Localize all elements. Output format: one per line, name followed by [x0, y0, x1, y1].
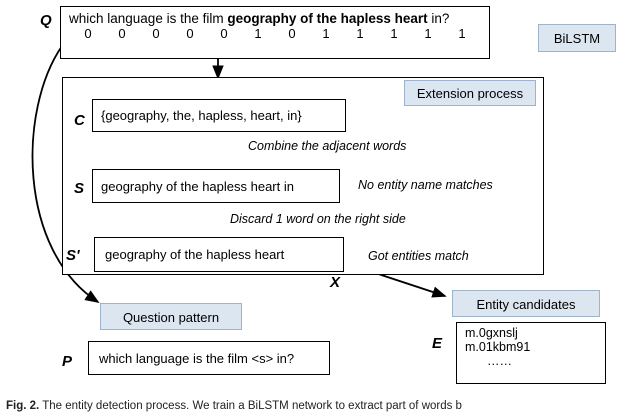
bit: 0	[118, 26, 126, 41]
entity-candidates-title: Entity candidates	[452, 290, 600, 317]
question-entity: geography of the hapless heart	[227, 11, 428, 26]
question-pattern-value: which language is the film <s> in?	[99, 350, 295, 366]
bit: 1	[458, 26, 466, 41]
s-prime-box	[94, 237, 344, 272]
c-label: C	[74, 112, 85, 129]
bit: 1	[390, 26, 398, 41]
entity-candidate-item: m.01kbm91	[465, 340, 531, 354]
extension-process-title: Extension process	[404, 80, 536, 106]
entity-candidate-item: m.0gxnslj	[465, 326, 518, 340]
s-box	[92, 169, 340, 203]
question-pattern-title: Question pattern	[100, 303, 242, 330]
figure-caption-prefix: Fig. 2.	[6, 400, 40, 412]
question-suffix: in?	[427, 11, 450, 26]
combine-step-label: Combine the adjacent words	[248, 139, 407, 153]
got-match-note: Got entities match	[368, 249, 469, 263]
no-match-note: No entity name matches	[358, 178, 493, 192]
question-bit-row	[61, 26, 489, 41]
e-label: E	[432, 335, 443, 352]
question-text	[61, 7, 489, 26]
bit: 1	[424, 26, 432, 41]
s-prime-label: S'	[66, 247, 80, 264]
question-prefix: which language is the film	[69, 11, 228, 26]
c-value: {geography, the, hapless, heart, in}	[101, 108, 302, 123]
bit: 1	[254, 26, 262, 41]
c-box	[92, 99, 346, 132]
question-pattern-box	[88, 341, 330, 375]
figure-caption	[6, 400, 636, 412]
bit: 0	[288, 26, 296, 41]
bilstm-badge: BiLSTM	[538, 24, 616, 52]
entity-candidates-box	[456, 322, 606, 384]
bit: 0	[186, 26, 194, 41]
bit: 1	[356, 26, 364, 41]
discard-step-label: Discard 1 word on the right side	[230, 212, 406, 226]
s-prime-value: geography of the hapless heart	[105, 247, 285, 262]
figure-caption-text: The entity detection process. We train a BiLSTM network to extract part of words b	[42, 400, 462, 412]
entity-candidate-ellipsis: ……	[487, 354, 512, 368]
bit: 0	[84, 26, 92, 41]
x-label: X	[330, 274, 341, 291]
question-box	[60, 6, 490, 59]
bit: 0	[220, 26, 228, 41]
p-label: P	[62, 353, 73, 370]
question-label: Q	[40, 12, 52, 29]
s-value: geography of the hapless heart in	[101, 178, 294, 194]
bit: 0	[152, 26, 160, 41]
bit: 1	[322, 26, 330, 41]
s-label: S	[74, 180, 85, 197]
